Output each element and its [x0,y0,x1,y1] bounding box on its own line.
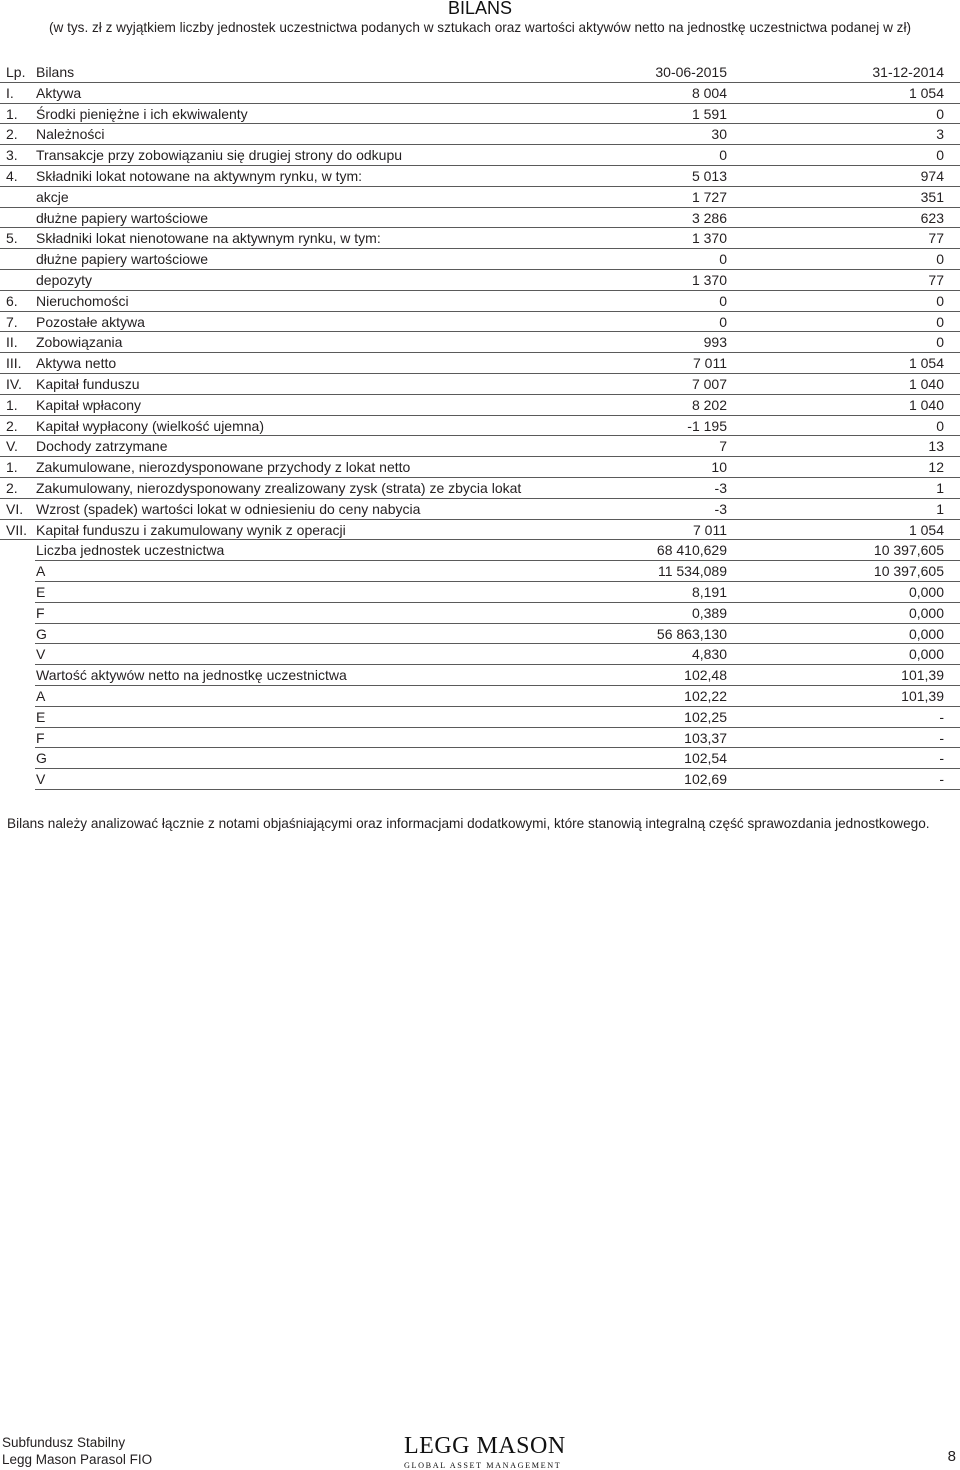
cell-label: E [36,583,46,600]
cell-label: Pozostałe aktywa [36,313,145,330]
cell-label: E [36,708,46,725]
table-row [0,478,960,499]
cell-label: Wartość aktywów netto na jednostkę uczestnictwa [36,667,347,684]
cell-label: Kapitał funduszu i zakumulowany wynik z operacji [36,521,346,538]
page-number: 8 [947,1448,956,1465]
cell-col1: 56 863,130 [656,625,727,642]
cell-label: F [36,604,45,621]
cell-col1: 102,22 [684,687,727,704]
table-row [0,374,960,395]
cell-col2: 10 397,605 [873,542,944,559]
cell-label: Składniki lokat nienotowane na aktywnym rynku, w tym: [36,230,381,247]
table-row [0,124,960,145]
cell-col1: 1 591 [691,105,727,122]
cell-label: dłużne papiery wartościowe [36,209,208,226]
table-row [35,561,960,582]
cell-label: Dochody zatrzymane [36,438,168,455]
cell-lp: 1. [6,105,18,122]
cell-col2: 1 054 [908,84,944,101]
cell-lp: II. [6,334,18,351]
cell-label: Aktywa netto [36,355,117,372]
table-row [0,83,960,104]
header-col2: 31-12-2014 [872,64,944,80]
cell-col2: 1 054 [908,521,944,538]
cell-label: Zakumulowane, nierozdysponowane przychody z lokat netto [36,459,411,476]
cell-col2: 12 [928,459,944,476]
header-label: Bilans [36,64,75,80]
cell-lp: 2. [6,417,18,434]
cell-label: G [36,625,47,642]
cell-col2: 1 [936,500,944,517]
cell-label: Zakumulowany, nierozdysponowany zrealizowany zysk (strata) ze zbycia lokat [36,479,522,496]
cell-label: Zobowiązania [36,334,123,351]
table-row [0,166,960,187]
cell-col2: - [939,708,944,725]
table-row [0,228,960,249]
header-col1: 30-06-2015 [655,64,727,80]
footer-fund-line1: Subfundusz Stabilny [2,1435,126,1450]
header-lp: Lp. [6,64,26,80]
table-row [0,520,960,541]
cell-label: Kapitał funduszu [36,375,140,392]
cell-col1: 1 370 [691,271,727,288]
cell-col1: 0 [719,251,727,268]
table-body [0,83,960,541]
cell-col2: 0,000 [908,583,944,600]
cell-lp: III. [6,355,22,372]
table-row [35,707,960,728]
cell-label: A [36,687,46,704]
cell-col1: -3 [714,479,727,496]
cell-lp: 6. [6,292,18,309]
cell-col1: 68 410,629 [656,542,727,559]
table-row [0,436,960,457]
table-row [35,582,960,603]
cell-col2: 0,000 [908,604,944,621]
page-title: BILANS [447,0,513,18]
cell-label: V [36,646,46,663]
cell-col2: 0 [936,313,944,330]
cell-col2: 101,39 [901,667,944,684]
cell-col2: 0 [936,147,944,164]
cell-col1: 102,48 [684,667,727,684]
legg-mason-logo [404,1433,566,1470]
cell-col2: 0 [936,417,944,434]
cell-label: Transakcje przy zobowiązaniu się drugiej strony do odkupu [36,147,403,164]
cell-col2: 1 040 [908,396,944,413]
cell-col1: 1 370 [691,230,727,247]
logo-wordmark: LEGG MASON [404,1433,566,1459]
cell-col1: 11 534,089 [657,563,727,580]
table-row [35,748,960,769]
cell-col2: 0 [936,334,944,351]
table-row [0,270,960,291]
table-row [35,644,960,665]
cell-col2: - [939,771,944,788]
table-row [35,665,960,686]
cell-label: G [36,750,47,767]
cell-col1: 7 007 [691,375,727,392]
cell-col2: 0 [936,251,944,268]
cell-label: Aktywa [36,84,82,101]
table-row [35,603,960,624]
cell-col1: 30 [711,126,727,143]
cell-col2: 1 [936,479,944,496]
cell-col1: 5 013 [691,167,727,184]
table-row [0,104,960,125]
cell-lp: 5. [6,230,18,247]
cell-col1: 10 [711,459,727,476]
cell-col2: 974 [920,167,944,184]
table-row [0,395,960,416]
cell-col2: 0,000 [908,625,944,642]
footer-fund-name [2,1434,152,1468]
cell-col2: 1 054 [908,355,944,372]
footnote: Bilans należy analizować łącznie z notami objaśniającymi oraz informacjami dodatkowymi, które stanowią integralną część sprawozdania jednostkowego. [7,816,930,831]
cell-col1: 8 004 [691,84,727,101]
cell-col1: -1 195 [687,417,727,434]
cell-col1: 103,37 [684,729,727,746]
balance-table [0,62,960,790]
cell-col1: 102,69 [684,771,727,788]
cell-label: Liczba jednostek uczestnictwa [36,542,225,559]
units-table-body [0,540,960,790]
cell-col2: 623 [920,209,944,226]
cell-col1: 102,54 [684,750,727,767]
cell-lp: 4. [6,167,18,184]
cell-col1: 8,191 [691,583,727,600]
cell-col1: 4,830 [691,646,727,663]
cell-col1: 993 [703,334,727,351]
cell-lp: 2. [6,126,18,143]
cell-label: Składniki lokat notowane na aktywnym rynku, w tym: [36,167,363,184]
cell-col1: 0 [719,147,727,164]
cell-col2: - [939,750,944,767]
cell-label: A [36,563,46,580]
cell-col1: 8 202 [691,396,727,413]
table-row [35,686,960,707]
cell-label: V [36,771,46,788]
table-row [0,416,960,437]
logo-tagline: GLOBAL ASSET MANAGEMENT [404,1461,562,1470]
table-row [0,145,960,166]
table-row [0,499,960,520]
cell-col2: 0,000 [908,646,944,663]
table-row [35,540,960,561]
cell-col2: 351 [920,188,944,205]
table-row [0,353,960,374]
cell-label: Kapitał wpłacony [36,396,142,413]
cell-label: akcje [36,188,69,205]
cell-col2: 101,39 [901,687,944,704]
cell-label: Środki pieniężne i ich ekwiwalenty [36,105,248,122]
table-row [0,187,960,208]
cell-label: Nieruchomości [36,292,129,309]
cell-lp: V. [6,438,18,455]
cell-col2: 0 [936,105,944,122]
cell-label: Wzrost (spadek) wartości lokat w odniesieniu do ceny nabycia [36,500,421,517]
cell-lp: 3. [6,147,18,164]
cell-col1: 7 [719,438,727,455]
cell-col2: 77 [928,271,944,288]
table-row [35,769,960,790]
cell-col1: 7 011 [693,521,727,538]
table-row [0,249,960,270]
cell-col1: 1 727 [691,188,727,205]
cell-col2: 77 [928,230,944,247]
cell-lp: 2. [6,479,18,496]
table-header-row [0,62,960,83]
table-row [0,332,960,353]
table-row [35,624,960,645]
table-row [0,291,960,312]
table-row [35,728,960,749]
cell-lp: 7. [6,313,18,330]
cell-col1: -3 [714,500,727,517]
cell-label: depozyty [36,271,93,288]
cell-col2: 10 397,605 [873,563,944,580]
cell-lp: 1. [6,459,18,476]
cell-col2: - [939,729,944,746]
cell-col1: 0,389 [691,604,727,621]
table-row [0,208,960,229]
cell-col1: 102,25 [684,708,727,725]
cell-lp: I. [6,84,14,101]
cell-label: Kapitał wypłacony (wielkość ujemna) [36,417,264,434]
cell-col1: 3 286 [691,209,727,226]
cell-col1: 0 [719,313,727,330]
cell-label: dłużne papiery wartościowe [36,251,208,268]
cell-col1: 0 [719,292,727,309]
footer-fund-line2: Legg Mason Parasol FIO [2,1452,153,1467]
cell-lp: 1. [6,396,18,413]
cell-col2: 3 [936,126,944,143]
cell-col1: 7 011 [693,355,727,372]
cell-col2: 0 [936,292,944,309]
cell-lp: IV. [6,375,22,392]
cell-label: F [36,729,45,746]
table-row [0,457,960,478]
cell-col2: 13 [928,438,944,455]
page-subtitle: (w tys. zł z wyjątkiem liczby jednostek uczestnictwa podanych w sztukach oraz wartości aktywów netto na jednostkę uczestnictwa podanej w zł) [48,20,912,35]
cell-lp: VII. [6,521,28,538]
cell-label: Należności [36,126,105,143]
table-row [0,312,960,333]
cell-lp: VI. [6,500,24,517]
cell-col2: 1 040 [908,375,944,392]
